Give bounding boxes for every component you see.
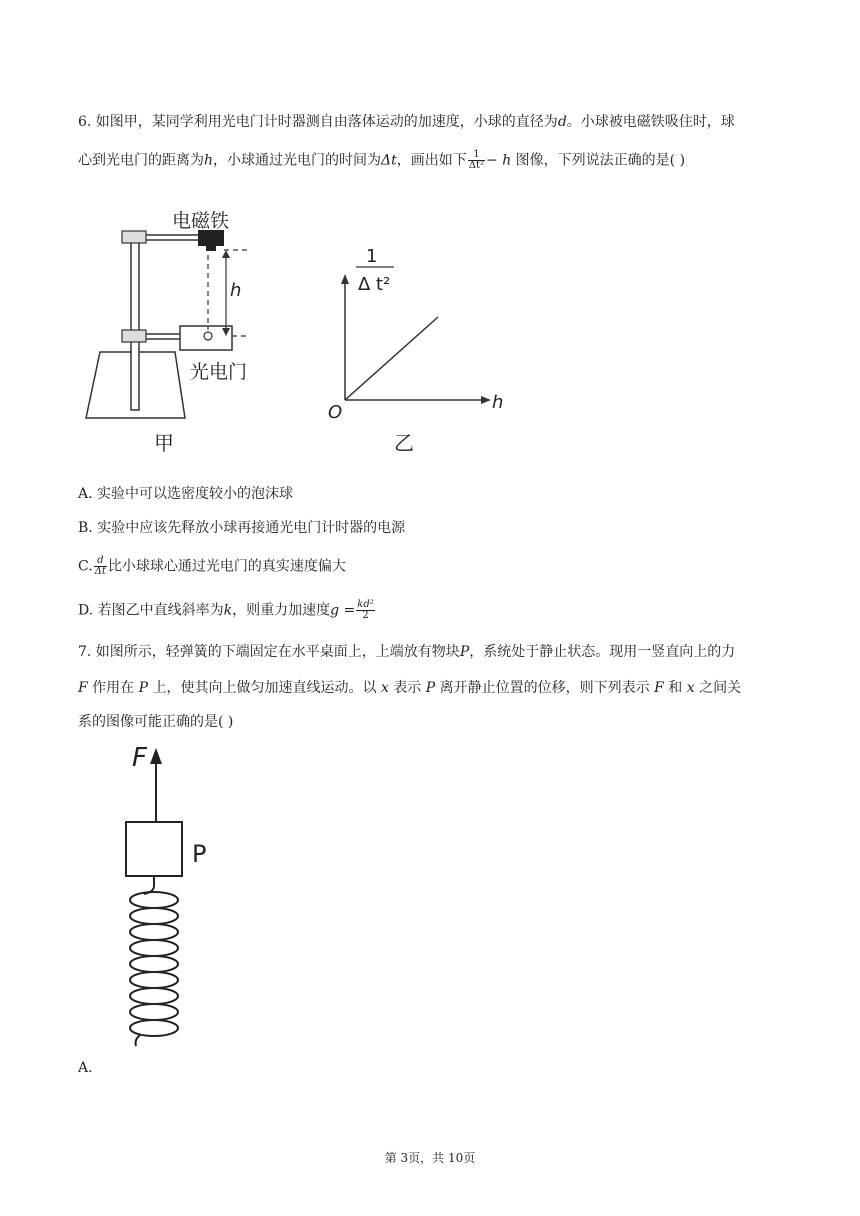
magnet-label: 电磁铁	[172, 210, 230, 232]
var-d: d	[557, 114, 567, 130]
electromagnet	[198, 230, 224, 246]
q6-option-c: C. $\frac{d}{\Delta t}$ 比小球球心通过光电门的真实速度偏大	[78, 555, 346, 577]
origin-label: O	[328, 402, 343, 423]
figure-yi-graph	[320, 230, 520, 460]
block-p	[126, 822, 182, 876]
q6-line1: 6. 如图甲，某同学利用光电门计时器测自由落体运动的加速度，小球的直径为d。小球被电磁铁吸住时，球	[78, 114, 735, 130]
stand-pole	[131, 232, 139, 410]
q7-line3: 系的图像可能正确的是( )	[78, 714, 234, 730]
page-footer: 第 3页，共 10页	[384, 1151, 476, 1165]
q7-option-a: A.	[78, 1060, 93, 1076]
q7-line1: 7. 如图所示，轻弹簧的下端固定在水平桌面上，上端放有物块P，系统处于静止状态。现用一竖直向上的力	[78, 644, 736, 660]
q6-option-a: A. 实验中可以选密度较小的泡沫球	[78, 486, 294, 502]
force-label: F	[132, 743, 147, 773]
q6-option-d: D. 若图乙中直线斜率为k，则重力加速度g = $\frac{\text{kd²}}{2}$	[78, 599, 374, 621]
q7-line2: F 作用在 P 上，使其向上做匀加速直线运动。以 x 表示 P 离开静止位置的位移，则下列表示 F 和 x 之间关	[78, 680, 742, 696]
fraction-kd2-over-2: $\frac{\text{kd²}}{2}$	[357, 599, 374, 621]
y-axis-label-num: 1	[366, 246, 378, 267]
q6-line2: 心到光电门的距离为h，小球通过光电门的时间为Δt，画出如下 $\frac{1}{\text{Δt²}}$ − h 图像，下列说法正确的是( )	[78, 149, 686, 171]
spring	[130, 892, 178, 1036]
figure-spring-block	[120, 740, 240, 1050]
figure-jia-apparatus	[80, 200, 270, 460]
figure-yi-caption: 乙	[394, 431, 414, 455]
y-axis-label-den: Δ t²	[358, 274, 391, 295]
graph-line	[345, 317, 438, 400]
x-axis-label: h	[492, 392, 504, 413]
block-label: P	[192, 840, 207, 868]
figure-jia-caption: 甲	[154, 431, 174, 455]
ball	[204, 332, 212, 340]
photogate-label: 光电门	[190, 361, 248, 383]
q6-option-b: B. 实验中应该先释放小球再接通光电门计时器的电源	[78, 520, 406, 536]
fraction-1-over-dt2: $\frac{1}{\text{Δt²}}$	[468, 149, 485, 171]
h-label: h	[230, 280, 242, 301]
fraction-d-over-dt: $\frac{d}{\Delta t}$	[94, 555, 106, 577]
